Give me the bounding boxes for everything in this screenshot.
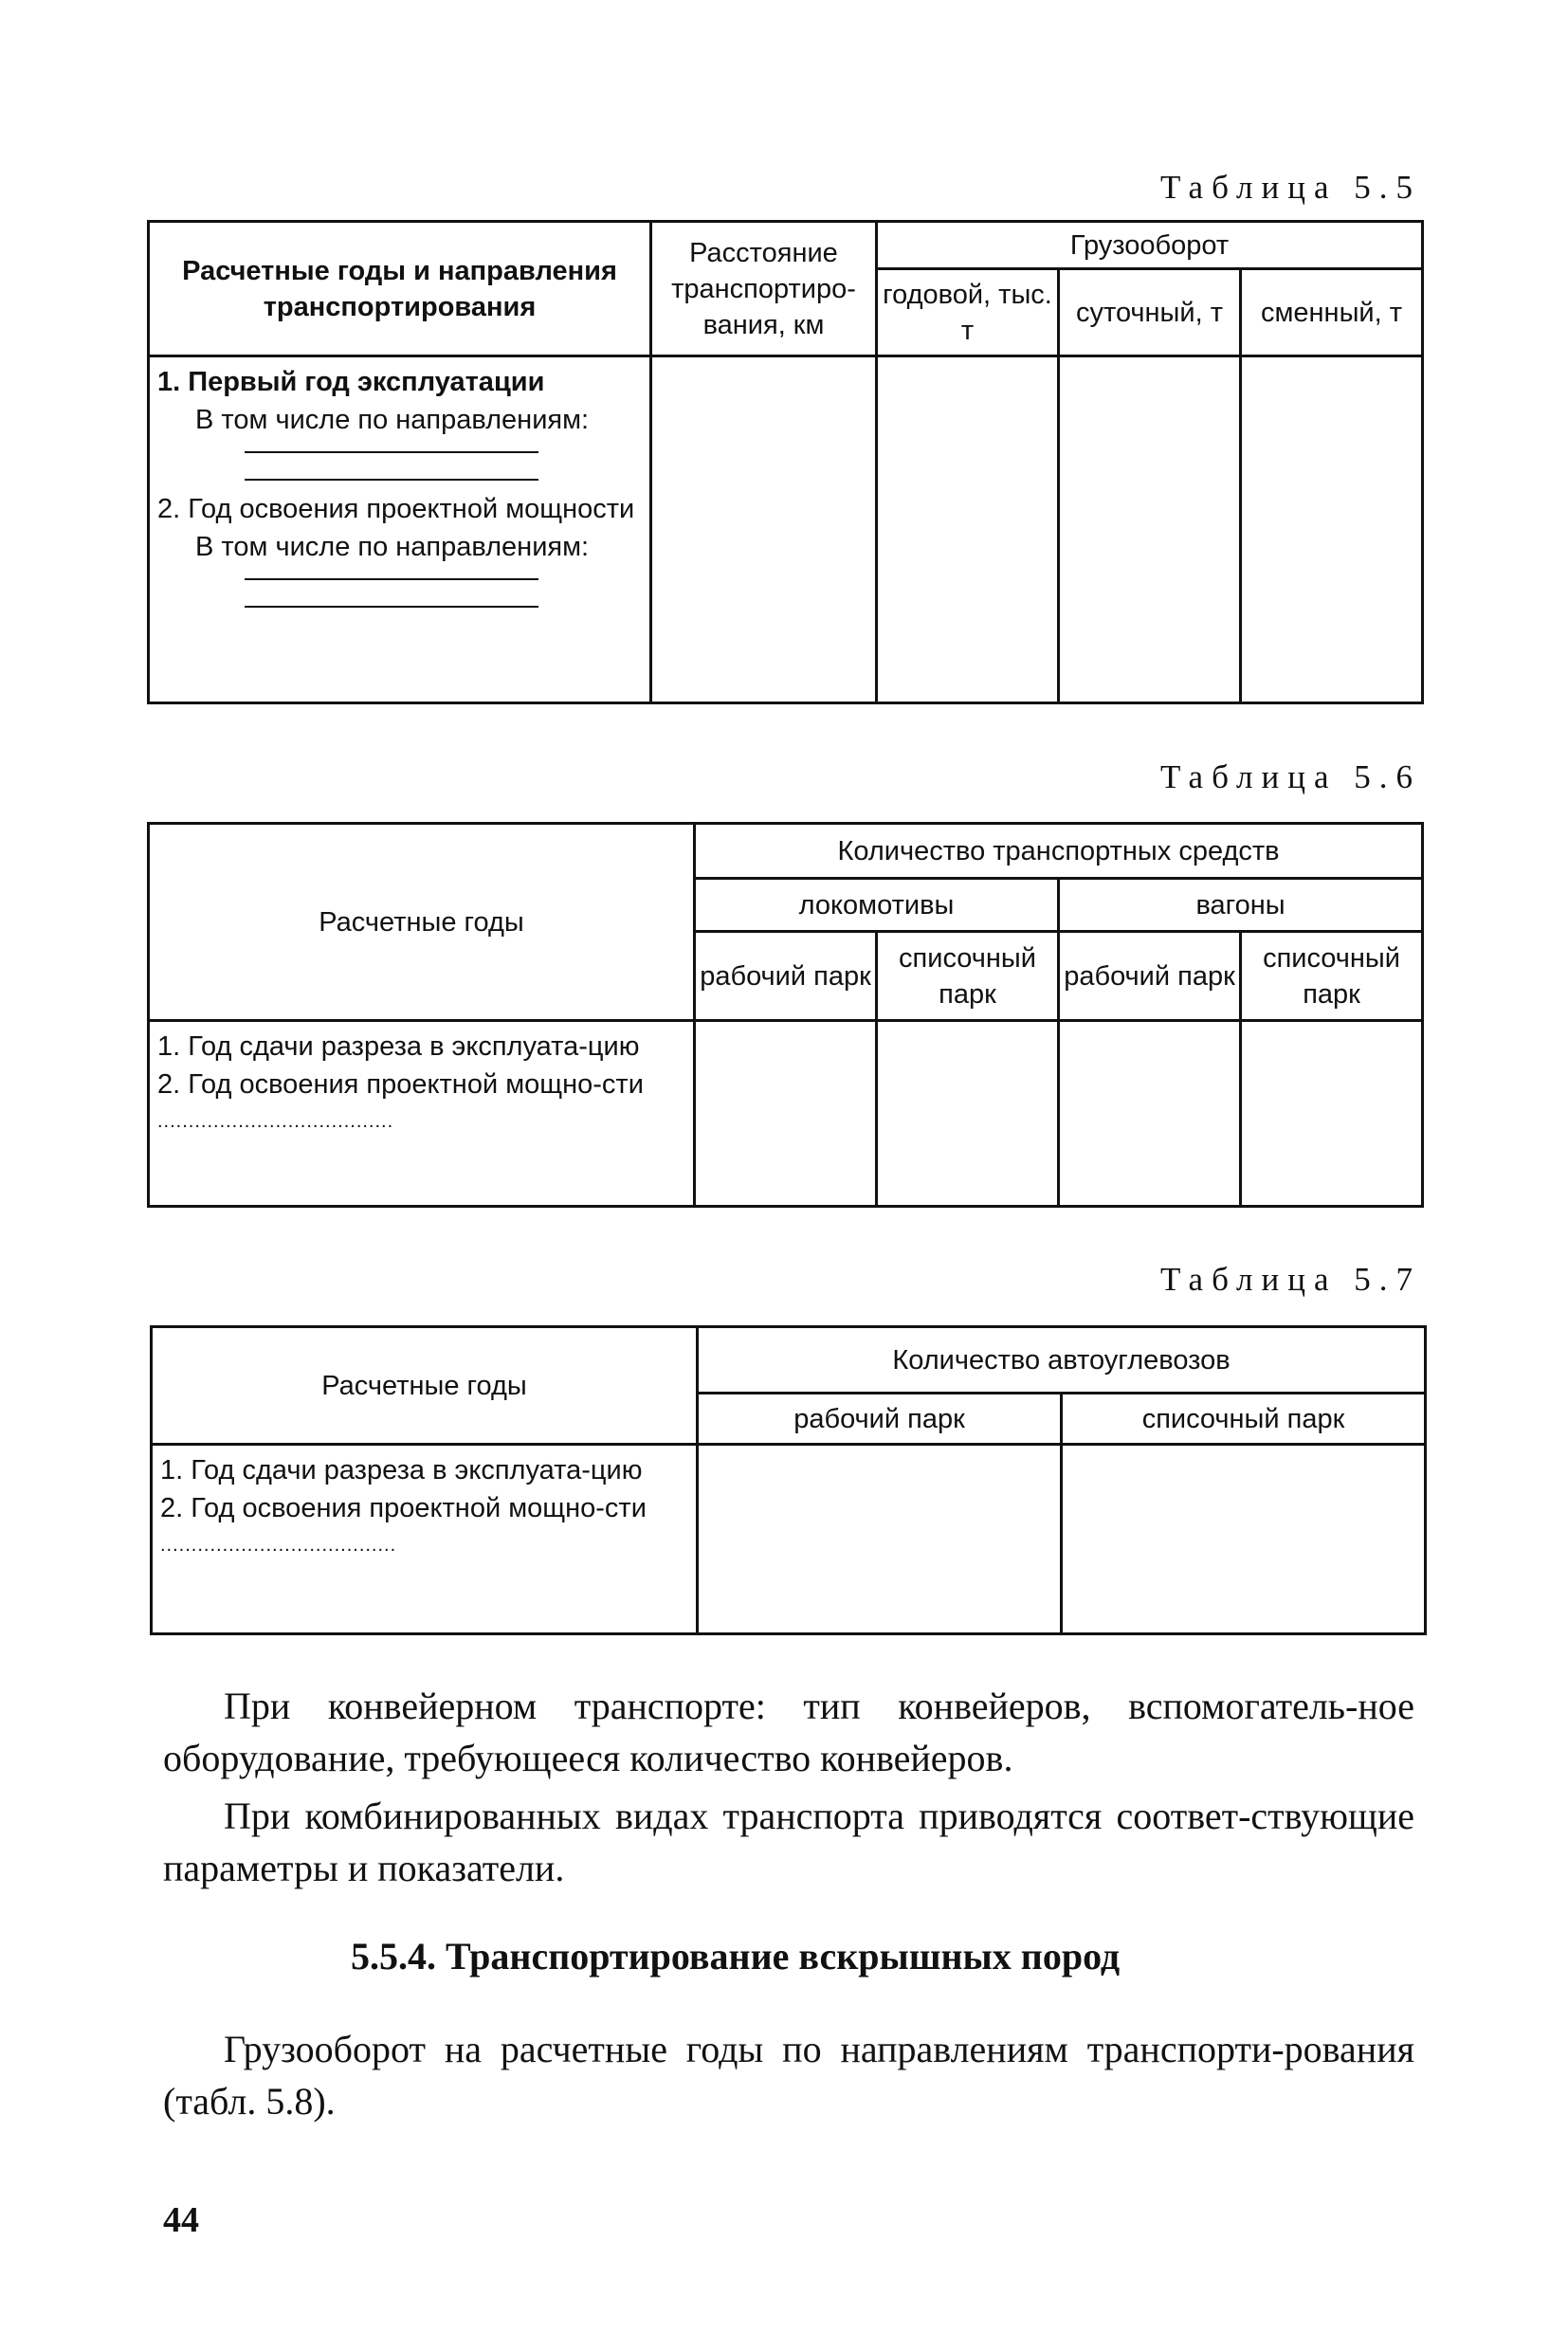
t57-item2: 2. Год освоения проектной мощно-сти	[160, 1493, 647, 1523]
t55-header-distance: Расстояние транспортиро-вания, км	[651, 222, 877, 356]
t57-header-working: рабочий парк	[698, 1394, 1062, 1445]
t55-blank-line	[245, 605, 538, 608]
t55-empty-cell	[1059, 356, 1241, 703]
t56-empty-cell	[877, 1021, 1059, 1207]
paragraph-cargo-turnover: Грузооборот на расчетные годы по направлениям транспорти-рования (табл. 5.8).	[163, 2028, 1414, 2123]
t55-empty-cell	[877, 356, 1059, 703]
t56-header-vehicles: Количество транспортных средств	[695, 824, 1423, 879]
t57-header-trucks: Количество автоуглевозов	[698, 1327, 1426, 1394]
t57-empty-cell	[1062, 1445, 1426, 1634]
t55-blank-line	[245, 577, 538, 580]
t56-years-cell	[149, 1021, 695, 1207]
t55-blank-line	[245, 450, 538, 453]
t56-empty-cell	[1241, 1021, 1423, 1207]
t55-header-cargo: Грузооборот	[877, 222, 1423, 269]
t57-header-list: списочный парк	[1062, 1394, 1426, 1445]
t55-item1: 1. Первый год эксплуатации	[157, 367, 545, 397]
t56-header-loco-list: списочный парк	[877, 932, 1059, 1021]
t56-header-years: Расчетные годы	[149, 824, 695, 1021]
t57-item1: 1. Год сдачи разреза в эксплуата-цию	[160, 1455, 643, 1485]
t56-empty-cell	[695, 1021, 877, 1207]
table-5-7-caption: Таблица 5.7	[1160, 1261, 1421, 1298]
table-5-6-caption: Таблица 5.6	[1160, 758, 1421, 795]
t55-blank-line	[245, 478, 538, 481]
t55-header-shift: сменный, т	[1241, 269, 1423, 356]
t56-empty-cell	[1059, 1021, 1241, 1207]
paragraph-conveyor: При конвейерном транспорте: тип конвейеров, вспомогатель-ное оборудование, требующееся количество конвейеров.	[163, 1685, 1414, 1779]
t55-item1-sub: В том числе по направлениям:	[195, 405, 590, 435]
table-5-7	[150, 1325, 1427, 1635]
t57-empty-cell	[698, 1445, 1062, 1634]
t56-header-loco-working: рабочий парк	[695, 932, 877, 1021]
section-heading: 5.5.4. Транспортирование вскрышных пород	[351, 1935, 1121, 1977]
paragraph-combined: При комбинированных видах транспорта приводятся соответ-ствующие параметры и показатели.	[163, 1795, 1414, 1889]
t57-dots: ......................................	[160, 1535, 397, 1556]
table-5-6	[147, 822, 1424, 1208]
t56-header-wagon-list: списочный парк	[1241, 932, 1423, 1021]
t55-years-cell	[149, 356, 651, 703]
t55-item2: 2. Год освоения проектной мощности	[157, 494, 635, 524]
t56-header-wagons: вагоны	[1059, 879, 1423, 932]
t55-header-annual: годовой, тыс. т	[877, 269, 1059, 356]
table-5-5	[147, 220, 1424, 704]
body-text-block	[163, 1680, 1414, 1894]
t55-header-years: Расчетные годы и направления транспортирования	[149, 222, 651, 356]
page-number: 44	[163, 2200, 199, 2240]
t56-header-wagon-working: рабочий парк	[1059, 932, 1241, 1021]
t56-item1: 1. Год сдачи разреза в эксплуата-цию	[157, 1031, 640, 1062]
t57-years-cell	[152, 1445, 698, 1634]
t57-header-years: Расчетные годы	[152, 1327, 698, 1445]
t55-item2-sub: В том числе по направлениям:	[195, 532, 590, 562]
t56-item2: 2. Год освоения проектной мощно-сти	[157, 1069, 644, 1100]
t55-header-daily: суточный, т	[1059, 269, 1241, 356]
t55-empty-cell	[1241, 356, 1423, 703]
body-text-block	[163, 2023, 1414, 2127]
t55-empty-cell	[651, 356, 877, 703]
table-5-5-caption: Таблица 5.5	[1160, 169, 1421, 206]
t56-dots: ......................................	[157, 1111, 394, 1132]
t56-header-locomotives: локомотивы	[695, 879, 1059, 932]
